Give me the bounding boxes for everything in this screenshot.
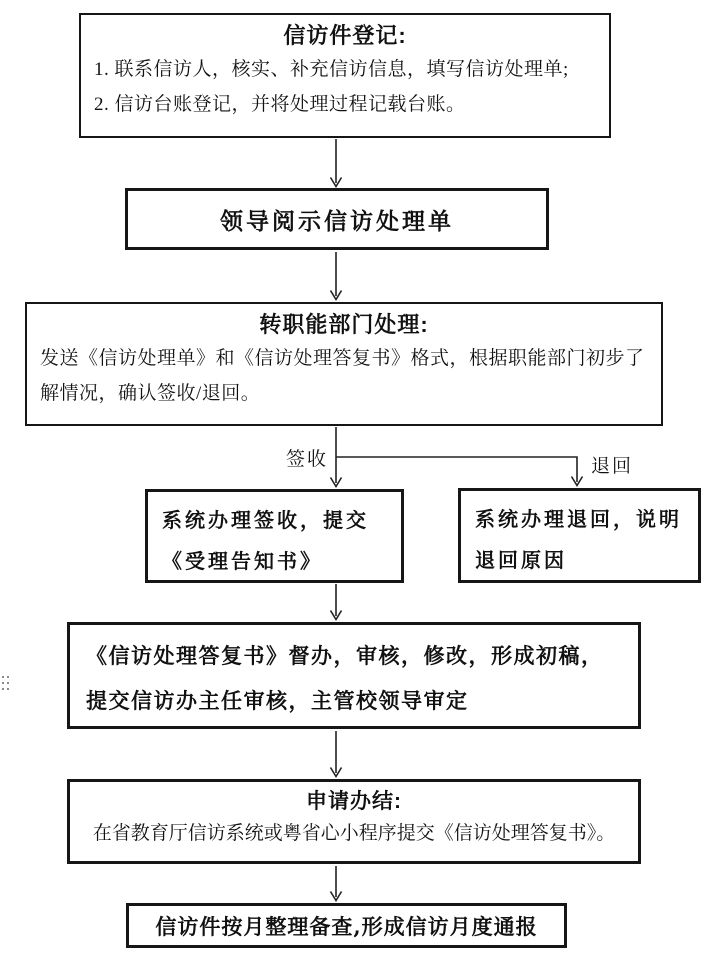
flow-box-monthly-report xyxy=(126,903,567,948)
registration-title: 信访件登记: xyxy=(283,23,407,48)
branch-label-return: 退回 xyxy=(591,456,634,477)
flow-box-leader-review xyxy=(125,188,549,250)
closure-title: 申请办结: xyxy=(306,790,402,813)
arrow-box6-box7 xyxy=(331,866,342,901)
arrow-box1-box2 xyxy=(331,139,342,187)
transfer-body: 发送《信访处理单》和《信访处理答复书》格式，根据职能部门初步了解情况，确认签收/退回。 xyxy=(40,348,645,404)
flow-box-reply-review xyxy=(67,622,641,729)
arrow-sign-box5 xyxy=(331,584,342,620)
flow-box-apply-closure xyxy=(67,779,641,864)
registration-item-2: 2. 信访台账登记，并将处理过程记载台账。 xyxy=(94,94,466,115)
arrow-box3-sign xyxy=(331,427,342,487)
flow-box-registration xyxy=(79,13,611,138)
branch-line-return xyxy=(336,457,583,486)
closure-body: 在省教育厅信访系统或粤省心小程序提交《信访处理答复书》。 xyxy=(92,823,616,844)
flow-box-system-return xyxy=(458,488,701,583)
leader-review-text: 领导阅示信访处理单 xyxy=(220,207,454,234)
reply-review-text: 《信访处理答复书》督办，审核，修改，形成初稿，提交信访办主任审核，主管校领导审定 xyxy=(86,643,604,713)
flow-box-transfer-department xyxy=(25,302,663,426)
registration-item-1: 1. 联系信访人，核实、补充信访信息，填写信访处理单; xyxy=(94,59,569,80)
branch-label-sign: 签收 xyxy=(285,449,328,470)
transfer-title: 转职能部门处理: xyxy=(259,312,429,337)
arrow-box2-box3 xyxy=(331,252,342,300)
monthly-report-text: 信访件按月整理备查,形成信访月度通报 xyxy=(155,913,538,939)
drag-handle-icon[interactable] xyxy=(2,676,11,692)
flow-box-system-sign xyxy=(145,489,404,583)
arrow-box5-box6 xyxy=(331,731,342,777)
system-sign-text: 系统办理签收，提交《受理告知书》 xyxy=(162,508,369,573)
system-return-text: 系统办理退回，说明退回原因 xyxy=(475,507,682,572)
